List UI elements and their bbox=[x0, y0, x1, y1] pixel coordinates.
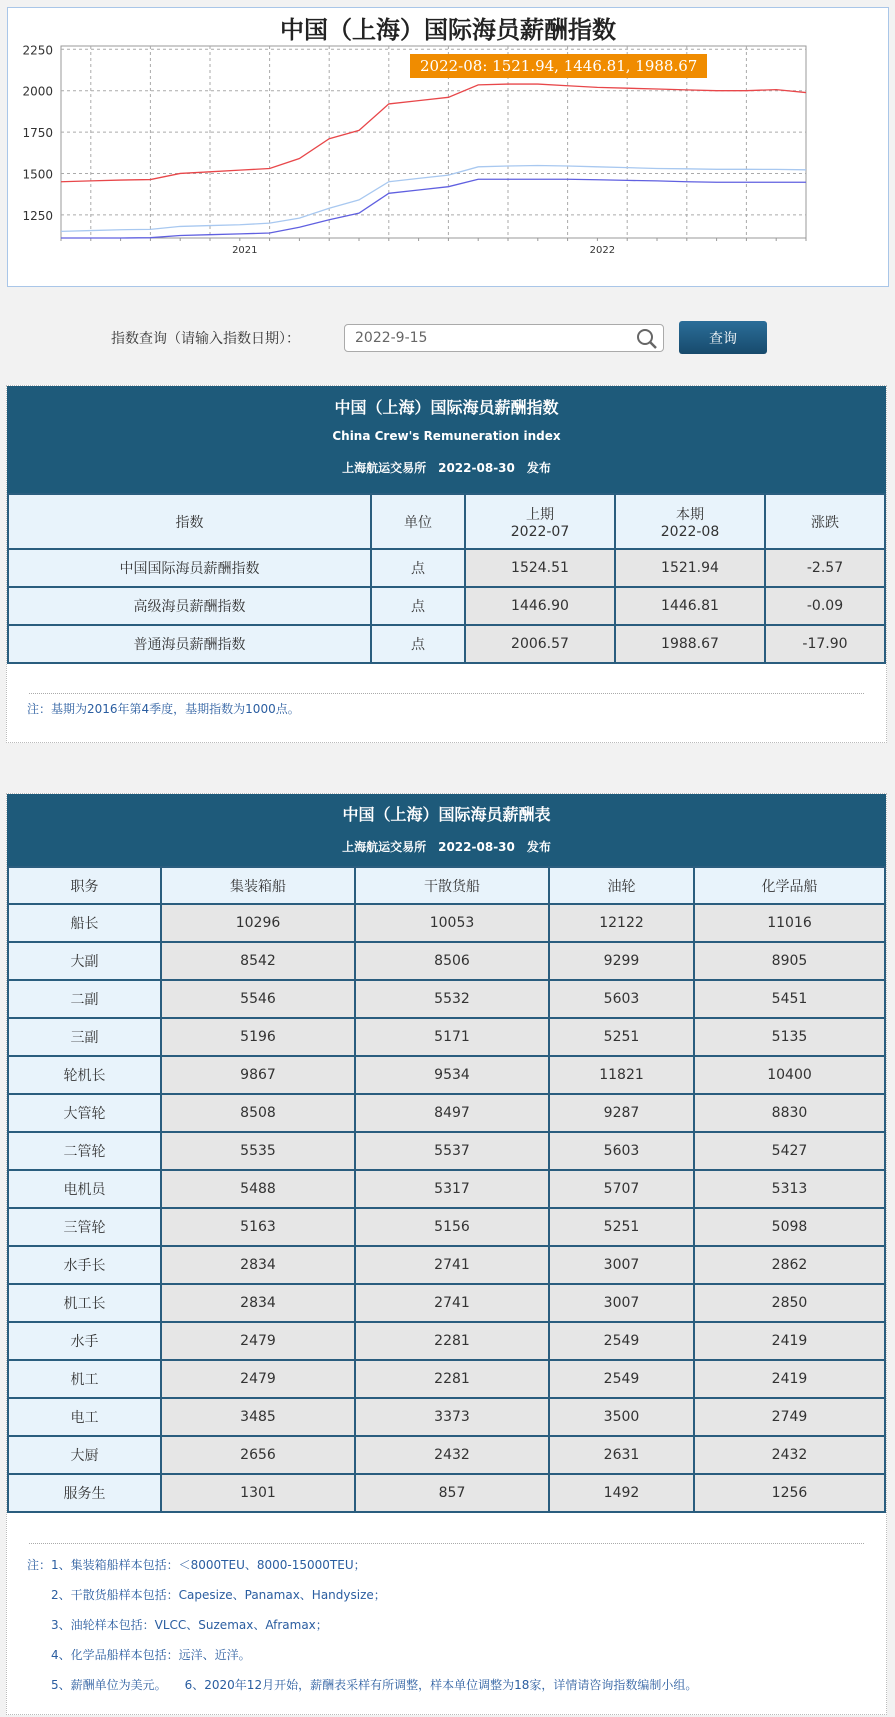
index-curr: 1521.94 bbox=[615, 549, 765, 587]
position-name: 三管轮 bbox=[8, 1208, 161, 1246]
salary-value: 2749 bbox=[694, 1398, 885, 1436]
y-tick-label: 1500 bbox=[22, 167, 53, 182]
line-chart-svg bbox=[8, 8, 888, 286]
salary-value: 8506 bbox=[355, 942, 549, 980]
col-header-index: 指数 bbox=[8, 494, 371, 549]
date-search-row bbox=[0, 320, 895, 356]
salary-value: 10053 bbox=[355, 904, 549, 942]
x-tick-label: 2022 bbox=[589, 245, 616, 256]
position-name: 轮机长 bbox=[8, 1056, 161, 1094]
table-row bbox=[8, 1094, 885, 1132]
index-chart bbox=[7, 7, 889, 287]
query-button[interactable]: 查询 bbox=[679, 321, 767, 354]
salary-value: 2419 bbox=[694, 1322, 885, 1360]
salary-table-title: 中国（上海）国际海员薪酬表 bbox=[342, 805, 551, 824]
y-tick-label: 2000 bbox=[22, 84, 53, 99]
salary-value: 3373 bbox=[355, 1398, 549, 1436]
salary-value: 5251 bbox=[549, 1208, 694, 1246]
salary-value: 5196 bbox=[161, 1018, 355, 1056]
x-tick-label: 2021 bbox=[232, 245, 258, 256]
position-name: 机工 bbox=[8, 1360, 161, 1398]
salary-value: 5163 bbox=[161, 1208, 355, 1246]
salary-value: 5532 bbox=[355, 980, 549, 1018]
index-note: 注：基期为2016年第4季度，基期指数为1000点。 bbox=[27, 702, 300, 716]
salary-col-header: 职务 bbox=[8, 867, 161, 904]
salary-value: 3007 bbox=[549, 1284, 694, 1322]
salary-value: 2834 bbox=[161, 1284, 355, 1322]
index-name: 高级海员薪酬指数 bbox=[8, 587, 371, 625]
y-tick-label: 1750 bbox=[22, 126, 53, 141]
salary-value: 11821 bbox=[549, 1056, 694, 1094]
salary-value: 9534 bbox=[355, 1056, 549, 1094]
salary-value: 8508 bbox=[161, 1094, 355, 1132]
index-curr: 1988.67 bbox=[615, 625, 765, 663]
salary-value: 2479 bbox=[161, 1360, 355, 1398]
position-name: 二副 bbox=[8, 980, 161, 1018]
salary-value: 2834 bbox=[161, 1246, 355, 1284]
salary-value: 2741 bbox=[355, 1284, 549, 1322]
salary-value: 5317 bbox=[355, 1170, 549, 1208]
salary-note: 注：1、集装箱船样本包括：＜8000TEU、8000-15000TEU； bbox=[27, 1558, 366, 1572]
index-change: -2.57 bbox=[765, 549, 885, 587]
position-name: 水手 bbox=[8, 1322, 161, 1360]
salary-value: 5451 bbox=[694, 980, 885, 1018]
table-row bbox=[8, 625, 885, 663]
position-name: 二管轮 bbox=[8, 1132, 161, 1170]
salary-value: 2281 bbox=[355, 1322, 549, 1360]
salary-value: 5546 bbox=[161, 980, 355, 1018]
position-name: 大厨 bbox=[8, 1436, 161, 1474]
salary-value: 5707 bbox=[549, 1170, 694, 1208]
salary-table bbox=[7, 866, 886, 1513]
salary-value: 2549 bbox=[549, 1360, 694, 1398]
col-header-prev: 上期 2022-07 bbox=[465, 494, 615, 549]
y-tick-label: 1250 bbox=[22, 208, 53, 223]
index-unit: 点 bbox=[371, 625, 465, 663]
table-row bbox=[8, 904, 885, 942]
salary-value: 5535 bbox=[161, 1132, 355, 1170]
table-row bbox=[8, 980, 885, 1018]
index-panel-header bbox=[7, 386, 886, 493]
salary-value: 857 bbox=[355, 1474, 549, 1512]
salary-col-header: 干散货船 bbox=[355, 867, 549, 904]
table-row bbox=[8, 1284, 885, 1322]
index-prev: 1524.51 bbox=[465, 549, 615, 587]
position-name: 水手长 bbox=[8, 1246, 161, 1284]
table-row bbox=[8, 1132, 885, 1170]
salary-value: 5488 bbox=[161, 1170, 355, 1208]
date-search-input[interactable] bbox=[344, 324, 664, 352]
search-label: 指数查询（请输入指数日期）： bbox=[111, 331, 300, 347]
salary-note: 4、化学品船样本包括：远洋、近洋。 bbox=[51, 1648, 251, 1662]
salary-note: 5、薪酬单位为美元。 6、2020年12月开始，薪酬表采样有所调整，样本单位调整为18家，详情请咨询指数编制小组。 bbox=[51, 1678, 698, 1692]
salary-value: 2741 bbox=[355, 1246, 549, 1284]
salary-value: 3500 bbox=[549, 1398, 694, 1436]
index-name: 中国国际海员薪酬指数 bbox=[8, 549, 371, 587]
col-header-change: 涨跌 bbox=[765, 494, 885, 549]
table-row bbox=[8, 1018, 885, 1056]
salary-col-header: 油轮 bbox=[549, 867, 694, 904]
salary-value: 2656 bbox=[161, 1436, 355, 1474]
salary-value: 10400 bbox=[694, 1056, 885, 1094]
chart-title: 中国（上海）国际海员薪酬指数 bbox=[280, 15, 616, 44]
position-name: 机工长 bbox=[8, 1284, 161, 1322]
salary-value: 5603 bbox=[549, 980, 694, 1018]
salary-value: 2281 bbox=[355, 1360, 549, 1398]
salary-table-publisher: 上海航运交易所 2022-08-30 发布 bbox=[342, 840, 551, 854]
index-curr: 1446.81 bbox=[615, 587, 765, 625]
chart-tooltip: 2022-08: 1521.94, 1446.81, 1988.67 bbox=[410, 54, 707, 78]
table-row bbox=[8, 1436, 885, 1474]
position-name: 电工 bbox=[8, 1398, 161, 1436]
salary-value: 5313 bbox=[694, 1170, 885, 1208]
salary-value: 5135 bbox=[694, 1018, 885, 1056]
table-row bbox=[8, 1246, 885, 1284]
table-row bbox=[8, 1322, 885, 1360]
salary-col-header: 化学品船 bbox=[694, 867, 885, 904]
table-row bbox=[8, 1398, 885, 1436]
position-name: 大管轮 bbox=[8, 1094, 161, 1132]
salary-notes bbox=[7, 1544, 886, 1700]
salary-value: 5171 bbox=[355, 1018, 549, 1056]
salary-note: 3、油轮样本包括：VLCC、Suzemax、Aframax； bbox=[51, 1618, 328, 1632]
salary-value: 9287 bbox=[549, 1094, 694, 1132]
salary-value: 9867 bbox=[161, 1056, 355, 1094]
salary-value: 8830 bbox=[694, 1094, 885, 1132]
position-name: 三副 bbox=[8, 1018, 161, 1056]
salary-value: 5251 bbox=[549, 1018, 694, 1056]
index-unit: 点 bbox=[371, 587, 465, 625]
table-row bbox=[8, 587, 885, 625]
table-row bbox=[8, 1170, 885, 1208]
index-table-subtitle-en: China Crew's Remuneration index bbox=[332, 429, 561, 443]
index-prev: 2006.57 bbox=[465, 625, 615, 663]
table-row bbox=[8, 1208, 885, 1246]
position-name: 服务生 bbox=[8, 1474, 161, 1512]
position-name: 电机员 bbox=[8, 1170, 161, 1208]
index-table bbox=[7, 493, 886, 664]
salary-value: 11016 bbox=[694, 904, 885, 942]
salary-value: 5603 bbox=[549, 1132, 694, 1170]
salary-value: 3007 bbox=[549, 1246, 694, 1284]
salary-header-row bbox=[8, 867, 885, 904]
index-table-title: 中国（上海）国际海员薪酬指数 bbox=[334, 398, 559, 417]
salary-value: 2432 bbox=[355, 1436, 549, 1474]
salary-panel-header bbox=[7, 794, 886, 866]
salary-value: 1492 bbox=[549, 1474, 694, 1512]
salary-value: 8542 bbox=[161, 942, 355, 980]
y-tick-label: 2250 bbox=[22, 43, 53, 58]
salary-value: 1256 bbox=[694, 1474, 885, 1512]
salary-value: 10296 bbox=[161, 904, 355, 942]
salary-value: 2479 bbox=[161, 1322, 355, 1360]
position-name: 船长 bbox=[8, 904, 161, 942]
salary-value: 2631 bbox=[549, 1436, 694, 1474]
salary-col-header: 集装箱船 bbox=[161, 867, 355, 904]
salary-value: 9299 bbox=[549, 942, 694, 980]
table-row bbox=[8, 549, 885, 587]
search-icon[interactable] bbox=[636, 328, 658, 350]
salary-value: 8497 bbox=[355, 1094, 549, 1132]
salary-value: 5537 bbox=[355, 1132, 549, 1170]
salary-value: 5427 bbox=[694, 1132, 885, 1170]
index-panel bbox=[6, 385, 887, 743]
salary-value: 5156 bbox=[355, 1208, 549, 1246]
salary-value: 2850 bbox=[694, 1284, 885, 1322]
index-unit: 点 bbox=[371, 549, 465, 587]
index-change: -17.90 bbox=[765, 625, 885, 663]
position-name: 大副 bbox=[8, 942, 161, 980]
salary-value: 8905 bbox=[694, 942, 885, 980]
salary-value: 3485 bbox=[161, 1398, 355, 1436]
table-row bbox=[8, 1056, 885, 1094]
index-table-publisher: 上海航运交易所 2022-08-30 发布 bbox=[342, 461, 551, 475]
salary-value: 2549 bbox=[549, 1322, 694, 1360]
salary-value: 12122 bbox=[549, 904, 694, 942]
table-row bbox=[8, 942, 885, 980]
salary-note: 2、干散货船样本包括：Capesize、Panamax、Handysize； bbox=[51, 1588, 386, 1602]
salary-value: 2419 bbox=[694, 1360, 885, 1398]
salary-value: 1301 bbox=[161, 1474, 355, 1512]
table-row bbox=[8, 1474, 885, 1512]
table-row bbox=[8, 1360, 885, 1398]
salary-panel bbox=[6, 793, 887, 1715]
col-header-unit: 单位 bbox=[371, 494, 465, 549]
index-name: 普通海员薪酬指数 bbox=[8, 625, 371, 663]
salary-value: 5098 bbox=[694, 1208, 885, 1246]
col-header-curr: 本期 2022-08 bbox=[615, 494, 765, 549]
index-prev: 1446.90 bbox=[465, 587, 615, 625]
index-change: -0.09 bbox=[765, 587, 885, 625]
salary-value: 2432 bbox=[694, 1436, 885, 1474]
salary-value: 2862 bbox=[694, 1246, 885, 1284]
